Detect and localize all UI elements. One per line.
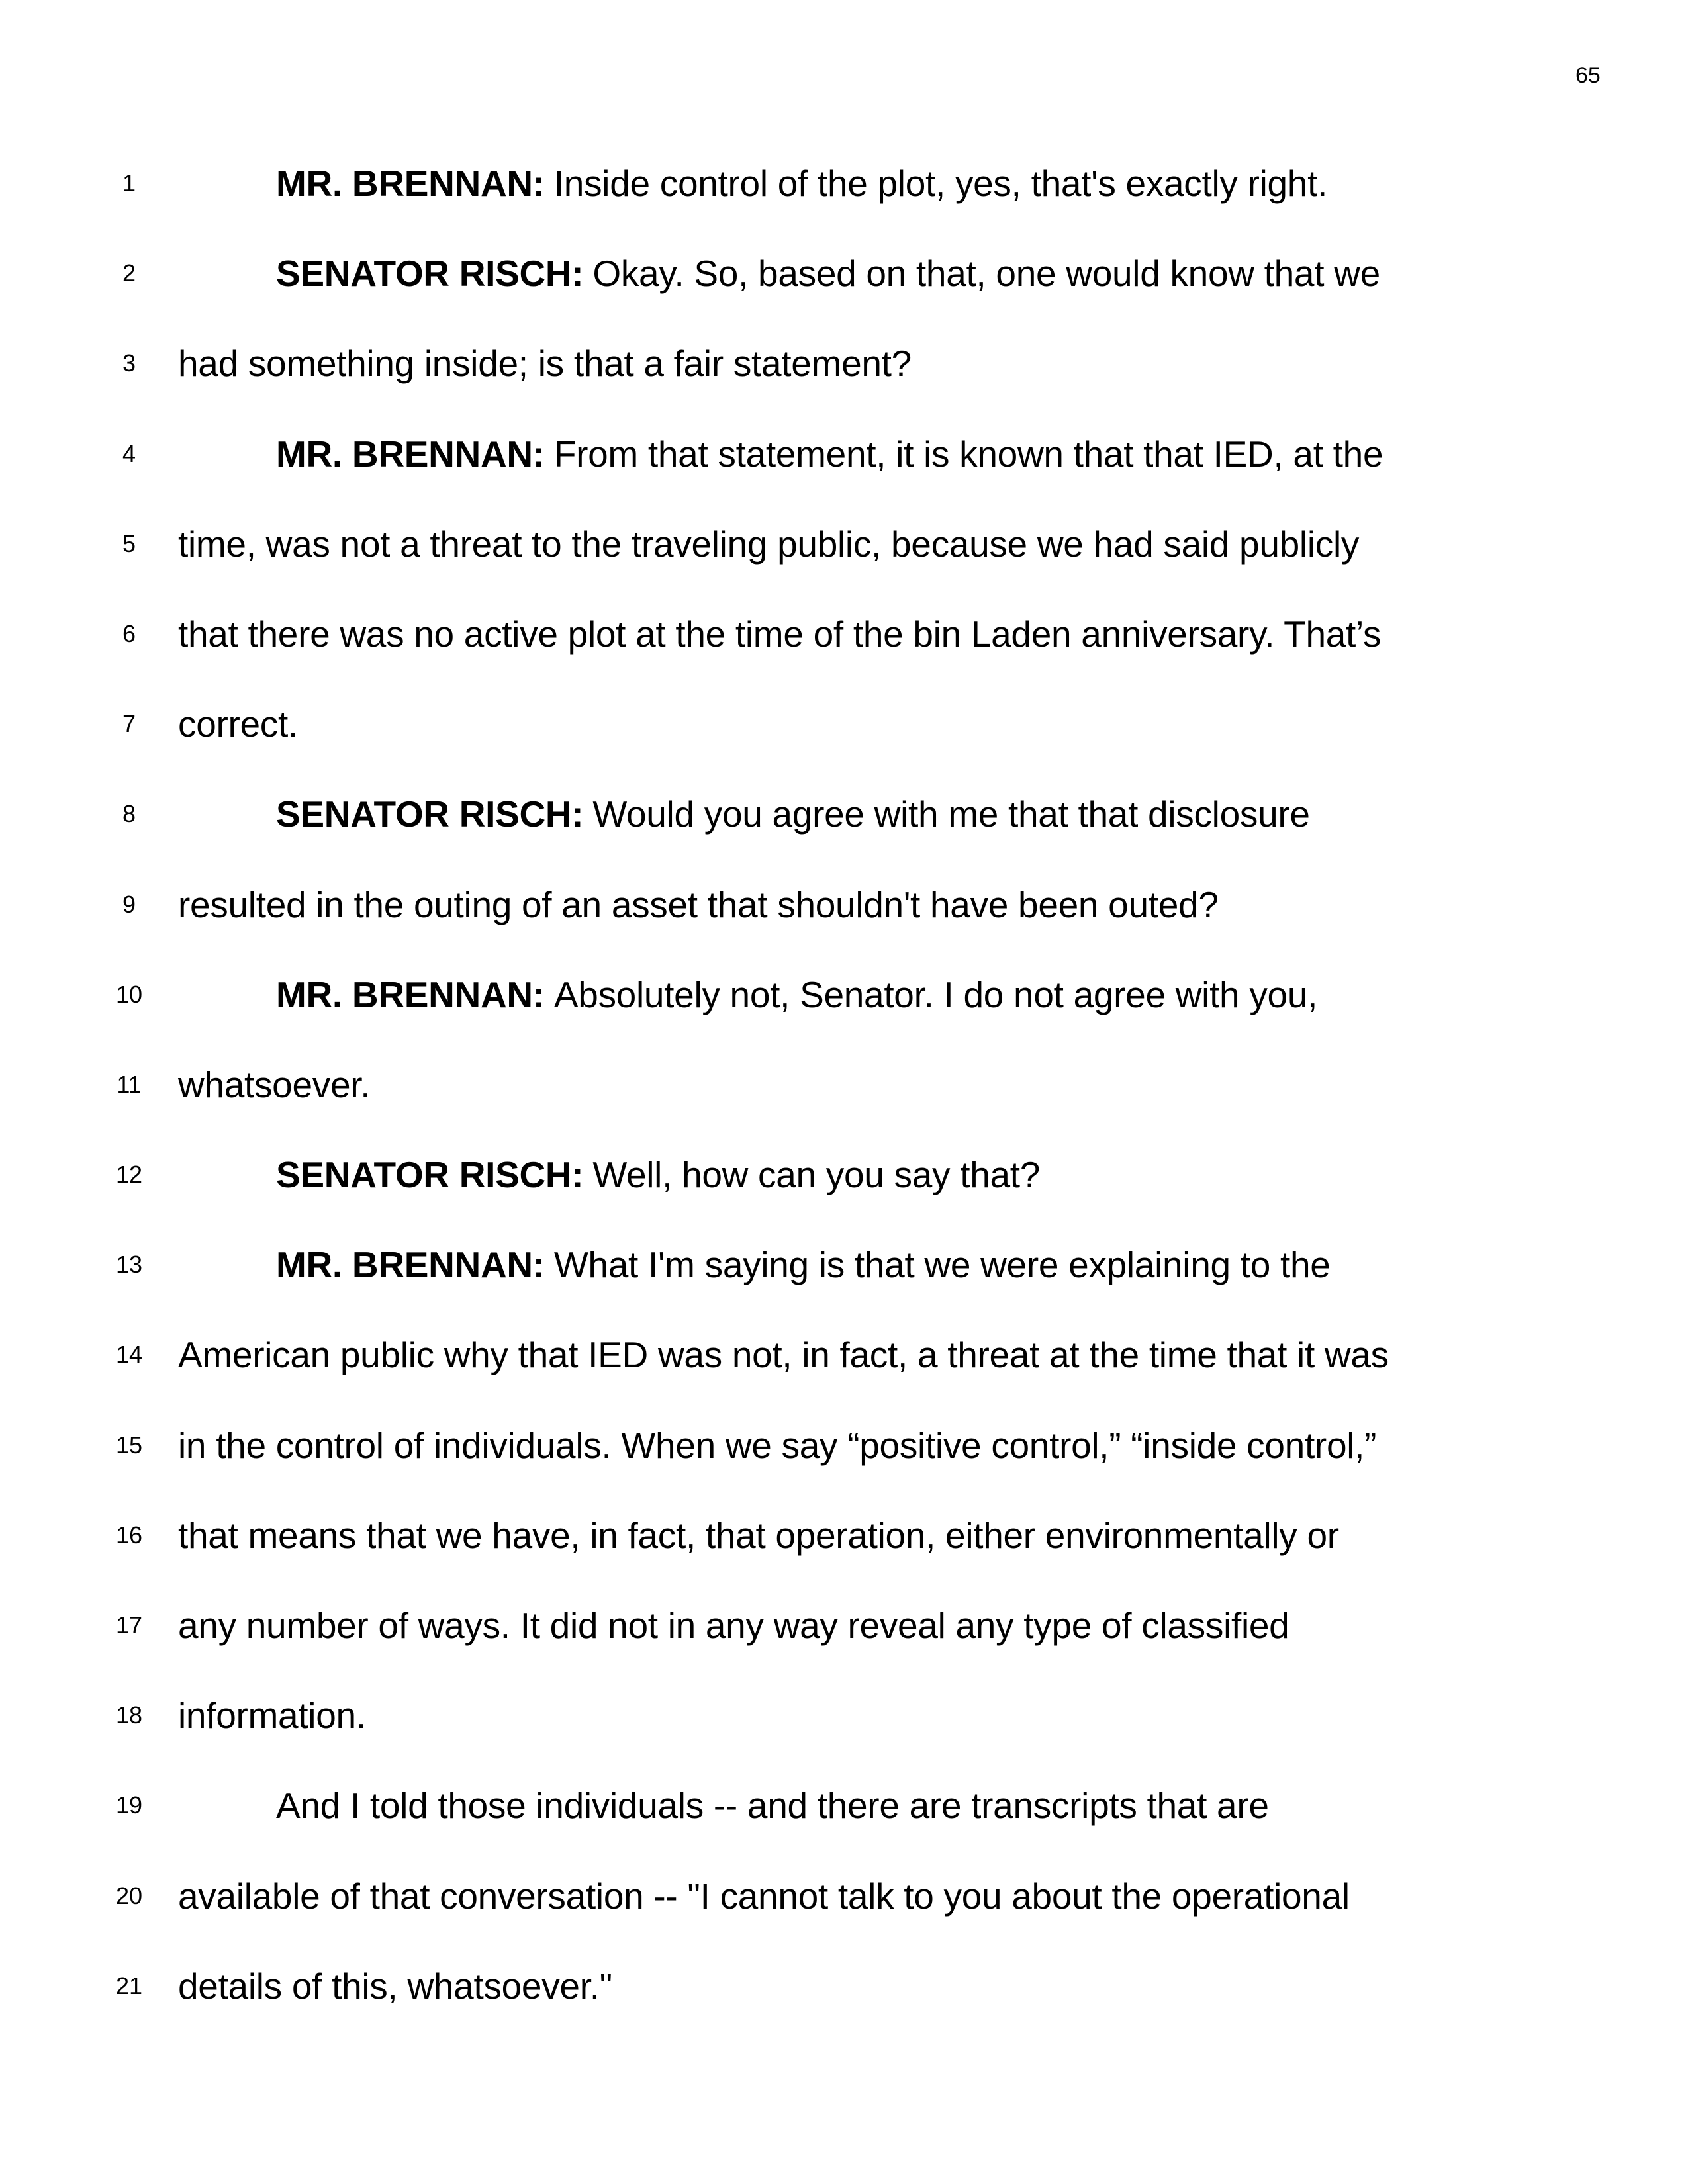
line-number: 3 [122,349,136,377]
spoken-text: And I told those individuals -- and there are transcripts that are [276,1785,1269,1827]
line-text [178,1670,366,1760]
transcript-line [0,1490,1688,1580]
transcript-line [0,1941,1688,2031]
speaker-label: SENATOR RISCH: [276,253,584,295]
spoken-text: What I'm saying is that we were explaining to the [553,1244,1331,1286]
transcript-line [0,318,1688,408]
transcript-line [0,1670,1688,1760]
line-text [276,409,1383,499]
line-number: 1 [122,169,136,197]
spoken-text: that means that we have, in fact, that operation, either environmentally or [178,1514,1339,1556]
line-number: 7 [122,710,136,738]
line-number: 15 [115,1431,143,1459]
line-number: 8 [122,800,136,828]
transcript-body [0,138,1688,2031]
spoken-text: Would you agree with me that that disclosure [592,794,1310,835]
line-text [276,228,1380,318]
line-number: 6 [122,619,136,647]
spoken-text: information. [178,1695,366,1737]
spoken-text: Well, how can you say that? [592,1154,1041,1196]
transcript-line [0,1851,1688,1941]
line-text [178,499,1359,589]
line-text [276,1760,1269,1850]
speaker-label: MR. BRENNAN: [276,974,545,1015]
transcript-line [0,1400,1688,1490]
line-number: 9 [122,890,136,918]
line-number: 18 [115,1702,143,1729]
spoken-text: time, was not a threat to the traveling public, because we had said publicly [178,523,1360,565]
spoken-text: Inside control of the plot, yes, that's exactly right. [553,163,1328,204]
line-number: 13 [115,1251,143,1279]
line-number: 2 [122,259,136,287]
spoken-text: that there was no active plot at the time of the bin Laden anniversary. That’s [178,613,1382,655]
line-text [276,1130,1040,1220]
line-text [276,769,1310,859]
line-number: 4 [122,439,136,467]
line-number: 21 [115,1972,143,1999]
transcript-line [0,409,1688,499]
line-text [178,1580,1289,1670]
spoken-text: resulted in the outing of an asset that shouldn't have been outed? [178,884,1219,925]
transcript-line [0,1760,1688,1850]
page-number: 65 [1575,63,1601,88]
line-text [178,1040,370,1130]
speaker-label: MR. BRENNAN: [276,433,545,475]
spoken-text: correct. [178,704,298,745]
line-text [276,138,1327,228]
spoken-text: Okay. So, based on that, one would know that we [592,253,1380,295]
transcript-line [0,589,1688,679]
line-text [178,318,912,408]
spoken-text: details of this, whatsoever." [178,1965,612,2007]
line-text [276,1220,1331,1310]
spoken-text: in the control of individuals. When we say “positive control,” “inside control,” [178,1424,1377,1466]
transcript-line [0,1310,1688,1400]
transcript-line [0,1040,1688,1130]
transcript-line [0,1130,1688,1220]
line-text [178,589,1381,679]
line-number: 19 [115,1792,143,1819]
transcript-line [0,1580,1688,1670]
spoken-text: any number of ways. It did not in any way reveal any type of classified [178,1605,1289,1646]
spoken-text: whatsoever. [178,1064,371,1105]
line-number: 11 [117,1070,142,1098]
line-text [178,679,298,769]
transcript-line [0,228,1688,318]
line-number: 20 [115,1882,143,1909]
line-number: 5 [122,529,136,557]
transcript-line [0,1220,1688,1310]
spoken-text: had something inside; is that a fair statement? [178,343,912,385]
line-text [276,950,1317,1040]
line-number: 17 [115,1612,143,1639]
spoken-text: From that statement, it is known that that IED, at the [553,433,1383,475]
transcript-line [0,138,1688,228]
line-text [178,1310,1389,1400]
line-text [178,1490,1339,1580]
spoken-text: Absolutely not, Senator. I do not agree with you, [553,974,1318,1015]
speaker-label: SENATOR RISCH: [276,1154,584,1196]
transcript-line [0,769,1688,859]
transcript-line [0,499,1688,589]
spoken-text: American public why that IED was not, in fact, a threat at the time that it was [178,1334,1389,1376]
speaker-label: MR. BRENNAN: [276,1244,545,1286]
speaker-label: SENATOR RISCH: [276,794,584,835]
transcript-line [0,679,1688,769]
line-number: 12 [115,1161,143,1189]
transcript-line [0,860,1688,950]
line-number: 16 [115,1521,143,1549]
line-text [178,1400,1376,1490]
speaker-label: MR. BRENNAN: [276,163,545,204]
line-text [178,860,1219,950]
line-text [178,1941,612,2031]
transcript-line [0,950,1688,1040]
line-number: 10 [115,980,143,1008]
line-text [178,1851,1350,1941]
spoken-text: available of that conversation -- "I cannot talk to you about the operational [178,1875,1350,1917]
line-number: 14 [115,1341,143,1369]
